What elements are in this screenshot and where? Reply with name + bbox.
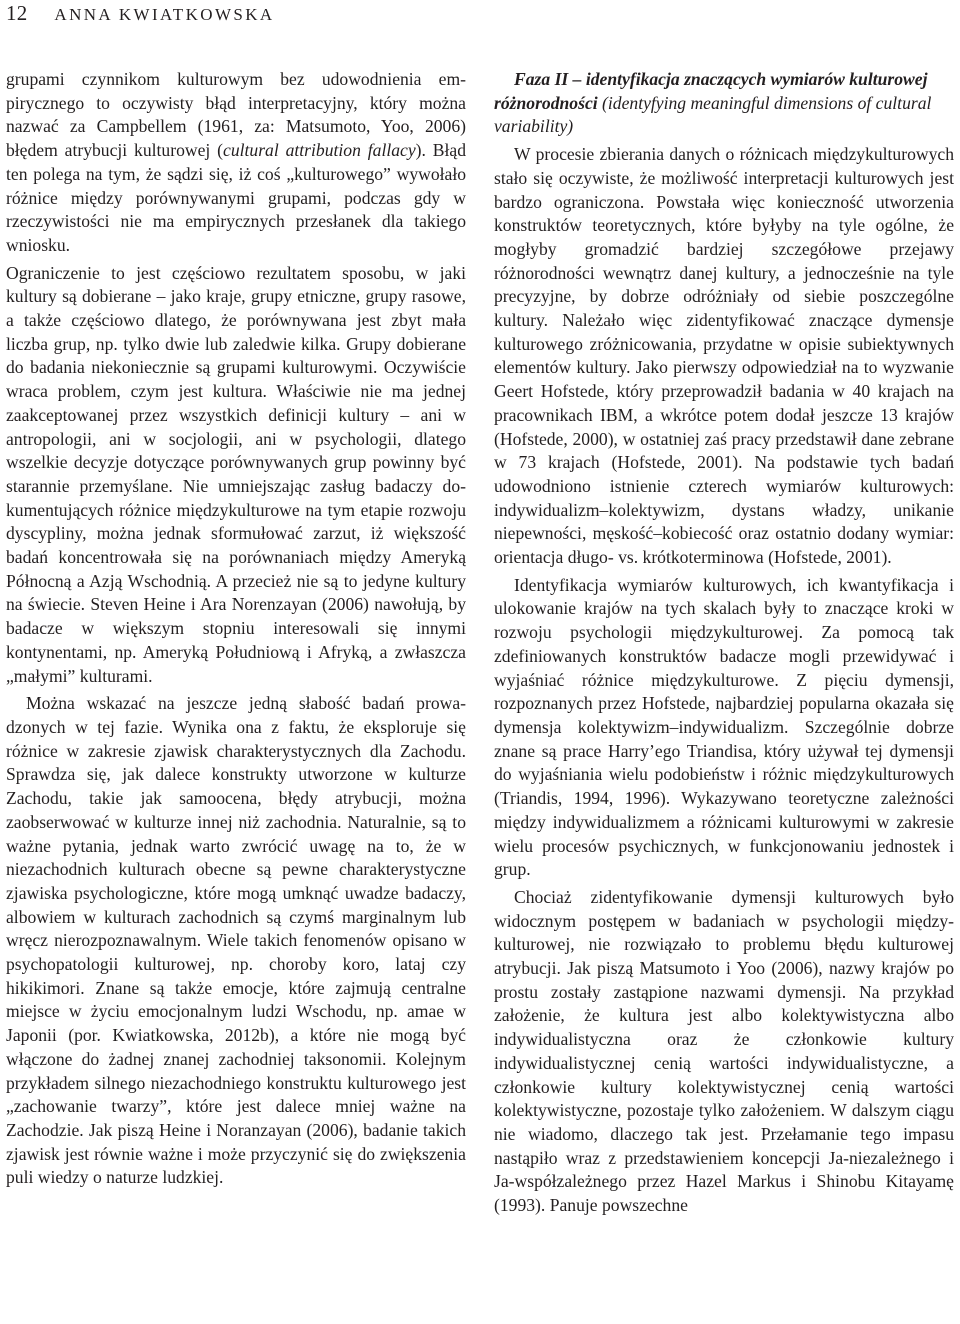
section-heading-paren-close: ) <box>567 116 574 137</box>
left-column <box>6 68 466 1324</box>
section-heading-english-text: identyfying meaningful dimensions of cultural variability <box>494 92 932 137</box>
paragraph: Identyfikacja wymiarów kulturowych, ich kwantyfikacja i ulokowanie krajów na tych skalach były to znaczące kroki w rozwoju psychologii międzykulturowej. Za pomocą tak zdefiniowanych konstruktów badacze mogli przewidywać i wyjaśniać różnice międzykulturowe. Z pięciu dymensji, rozpoznanych przez Hofstede, najbardziej popularna okazała się dymensja kolektywizm–indywidualizm. Szczególnie dobrze znane są prace Harry’ego Triandisa, który używał tej dymensji do wyjaśniania wielu podobieństw i różnic międzykulturowych (Triandis, 1994, 1996). Wykazywano teoretyczne zależności między indywidualizmem a różnicami kulturowymi w zakresie wielu procesów psychicznych, w funkcjonowaniu jednostek i grup. <box>494 574 954 880</box>
section-heading-paren-open: ( <box>597 92 608 113</box>
page-number: 12 <box>6 1 28 25</box>
page-header <box>6 0 275 30</box>
text-run: ). Błąd ten polega na tym, że sądzi się, iż coś „kulturowego” wywołało różnice między porównywanymi grupami, podczas gdy w rzeczywistości nie ma empirycznych przesłanek dla takiego wniosku. <box>6 140 466 255</box>
paragraph: Można wskazać na jeszcze jedną słabość badań prowadzonych w tej fazie. Wynika ona z faktu, że eksploruje się różnice w zakresie zjawisk charakterystycznych dla Zachodu. Sprawdza się, jak dalece konstrukty utworzone w kulturze Zachodu, takie jak samoocena, błędy atrybucji, można zaobserwować w kulturze innej niż zachodnia. Naturalnie, są to ważne pytania, jednak warto zwrócić uwagę na to, że w niezachodnich kulturach obecne są pewne charakterystyczne zjawiska psychologiczne, które mogą umknąć uwadze badaczy, albowiem w kulturach zachodnich są czymś marginalnym lub wręcz nierozpoznawalnym. Wiele takich fenomenów opisano w psychopatologii kulturowej, np. choroby koro, lataj czy hikikimori. Znane są także emocje, które zajmują centralne miejsce w życiu emocjonalnym ludzi Wschodu, np. amae w Japonii (por. Kwiatkowska, 2012b), a które nie mogą być włączone do żadnej znanej zachodniej taksonomii. Kolejnym przykładem silnego niezachodniego konstruktu kulturowego jest „zachowanie twarzy”, które jest dalece mniej ważne na Zachodzie. Jak piszą Heine i Noranzayan (2006), badanie takich zjawisk jest równie ważne i może przyczynić się do zwiększenia puli wiedzy o naturze ludzkiej. <box>6 693 466 1188</box>
section-heading-title: Faza II – identyfikacja znaczących wymiarów kulturowej różnorodności <box>494 69 928 113</box>
right-column <box>494 68 954 1324</box>
paragraph: Chociaż zidentyfikowanie dymensji kulturowych było widocznym postępem w badaniach w psychologii międzykulturowej, nie rozwiązało to problemu błędu kulturowej atrybucji. Jak piszą Matsumoto i Yoo (2006), nazwy krajów po prostu zostały zastąpione nazwami dymensji. Na przykład założenie, że kultura jest albo kolektywistyczna albo indywidualistyczna oraz że członkowie kultury indywidualistycznej cenią wartości indywidualistyczne, a członkowie kultury kolektywistycznej cenią wartości kolektywistyczne, pozostaje tylko założeniem. W dalszym ciągu nie wiadomo, dlaczego tak jest. Przełamanie tego impasu nastąpiło wraz z przedstawieniem koncepcji Ja-niezależnego i Ja-współzależnego przez Hazel Markus i Shinobu Kitayamę (1993). Panuje powszechne <box>494 886 954 1216</box>
running-head-author: ANNA KWIATKOWSKA <box>54 5 275 24</box>
paragraph: Ograniczenie to jest częściowo rezultatem sposobu, w jaki kultury są dobierane – jako kraje, grupy etniczne, grupy rasowe, a także częściowo dlatego, że porównywana jest zbyt mała liczba grup, np. tylko dwie lub zaledwie kilka. Grupy dobierane do badania niekoniecznie są grupami kulturowymi. Oczywiście wraca problem, czym jest kultura. Właściwie nie ma jednej zaakceptowanej przez wszystkich definicji kultury – ani w antropologii, ani w socjologii, ani w psychologii, dlatego wszelkie decyzje dotyczące porównywanych grup powinny być starannie przemyślane. Nie umniejszając zasług badaczy dokumentujących różnice międzykulturowe na tym etapie rozwoju dyscypliny, można jednak sformułować zarzut, iż większość badań koncentrowała się na porównaniach między Ameryką Północną a Azją Wschodnią. A przecież nie są to jedyne kultury na świecie. Steven Heine i Ara Norenzayan (2006) nawołują, by badacze w większym stopniu interesowali się innymi kontynentami, np. Ameryką Południową i Afryką, a zwłaszcza „małymi” kulturami. <box>6 262 466 686</box>
paragraph-continued <box>6 68 466 258</box>
italic-term: cultural attribution fallacy <box>223 140 416 161</box>
text-run: grupami czynnikom kulturowym bez udowodnienia empirycznego to oczywisty błąd interpretacyjny, który można nazwać za Campbellem (1961, za: Matsumoto, Yoo, 2006) błędem atrybucji kulturowej ( <box>6 69 466 161</box>
paragraph: W procesie zbierania danych o różnicach międzykulturowych stało się oczywiste, że możliwość interpretacji kulturowych jest bardzo ograniczona. Powstała więc konieczność utworzenia konstruktów teoretycznych, które byłyby na tyle ogólne, że mogłyby gromadzić bardziej szczegółowe przejawy różnorodności wewnątrz danej kultury, a jednocześnie na tyle precyzyjne, by dobrze odróżniały od siebie poszczególne kultury. Należało więc zidentyfikować znaczące dymensje kulturowego zróżnicowania, przydatne w opisie subiektywnych elementów kultury. Jako pierwszy odpowiedział na to wyzwanie Geert Hofstede, który przeprowadził badania w 40 krajach na pracownikach IBM, a wkrótce potem dodał jeszcze 13 krajów (Hofstede, 2000), w ostatniej zaś pracy przedstawił dane zebrane w 73 krajach (Hofstede, 2001). Na podstawie tych badań udowodniono istnienie czterech wymiarów kulturowych: indywidualizm–kolektywizm, dystans władzy, unikanie niepewności, męskość–kobiecość oraz ostatnio dodany wymiar: orientacja długo- vs. krótkoterminowa (Hofstede, 2001). <box>494 144 954 568</box>
section-heading <box>494 68 954 139</box>
